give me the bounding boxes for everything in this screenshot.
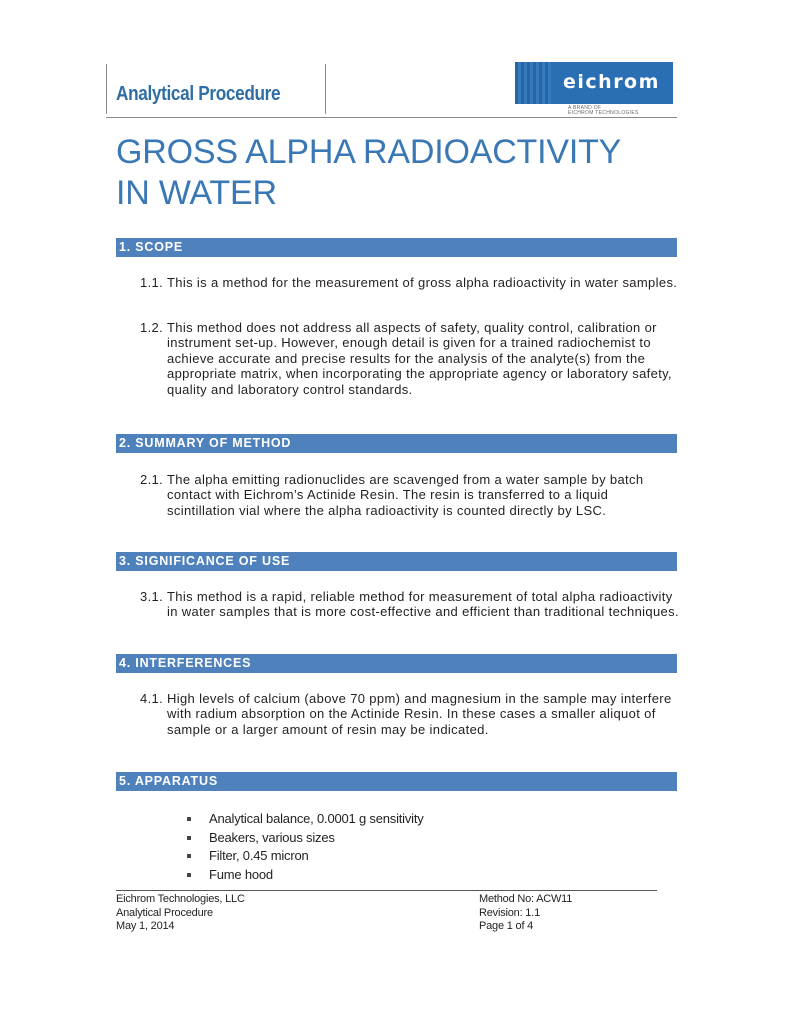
document-title-line-1: GROSS ALPHA RADIOACTIVITY [116,133,622,171]
footer-company: Eichrom Technologies, LLC [116,893,245,905]
logo-wordmark: eichrom [563,71,660,93]
footer-rule [116,890,657,891]
paragraph-number: 3.1. [140,589,164,604]
list-item: Fume hood [187,866,424,885]
paragraph-number: 1.1. [140,275,164,290]
footer-doc-type: Analytical Procedure [116,906,213,919]
footer-left [116,893,245,934]
paragraph-number: 1.2. [140,320,164,335]
square-bullet-icon [187,817,191,821]
logo-tagline [568,106,639,116]
paragraph-3-1 [140,589,680,620]
document-title-line-2: IN WATER [116,174,277,212]
header-divider-left [106,64,107,114]
footer-date: May 1, 2014 [116,920,175,932]
list-item: Analytical balance, 0.0001 g sensitivity [187,810,424,829]
footer-method-no: Method No: ACW11 [479,893,573,905]
eichrom-logo [515,62,673,104]
paragraph-text: This method does not address all aspects of safety, quality control, calibration or instrument set-up. However, enough detail is given for a trained radiochemist to achieve accurate and precise results for the analysis of the analyte(s) from the appropriate matrix, when incorporating the appropriate agency or laboratory safety, quality and laboratory control standards. [167,320,673,397]
square-bullet-icon [187,854,191,858]
section-heading-interferences: 4. INTERFERENCES [116,654,677,673]
logo-tagline-line-1: A BRAND OF [568,105,602,111]
footer-page-number: Page 1 of 4 [479,920,534,932]
section-heading-significance-of-use: 3. SIGNIFICANCE OF USE [116,552,677,571]
paragraph-2-1 [140,472,680,518]
paragraph-1-2 [140,320,680,397]
apparatus-list [187,810,424,884]
section-heading-apparatus: 5. APPARATUS [116,772,677,791]
paragraph-1-1 [140,275,680,290]
section-heading-summary-of-method: 2. SUMMARY OF METHOD [116,434,677,453]
list-item: Beakers, various sizes [187,829,424,848]
paragraph-text: This is a method for the measurement of gross alpha radioactivity in water samples. [167,275,678,290]
paragraph-number: 4.1. [140,691,164,706]
logo-stripe-graphic [515,62,551,104]
list-item: Filter, 0.45 micron [187,847,424,866]
section-heading-scope: 1. SCOPE [116,238,677,257]
footer-revision: Revision: 1.1 [479,906,540,919]
paragraph-number: 2.1. [140,472,164,487]
header-divider-middle [325,64,326,114]
paragraph-text: The alpha emitting radionuclides are scavenged from a water sample by batch contact with Eichrom’s Actinide Resin. The resin is transferred to a liquid scintillation vial where the alpha radioactivity is counted directly by LSC. [167,472,644,518]
paragraph-text: High levels of calcium (above 70 ppm) and magnesium in the sample may interfere with radium absorption on the Actinide Resin. In these cases a smaller aliquot of sample or a larger amount of resin may be indicated. [167,691,672,737]
footer-right [479,893,572,934]
header-rule [106,117,677,118]
square-bullet-icon [187,873,191,877]
header-procedure-label: Analytical Procedure [116,83,281,105]
logo-tagline-line-2: EICHROM TECHNOLOGIES [568,110,639,116]
paragraph-4-1 [140,691,680,737]
square-bullet-icon [187,836,191,840]
paragraph-text: This method is a rapid, reliable method for measurement of total alpha radioactivity in water samples that is more cost-effective and efficient than traditional techniques. [167,589,679,620]
document-title [116,132,621,214]
